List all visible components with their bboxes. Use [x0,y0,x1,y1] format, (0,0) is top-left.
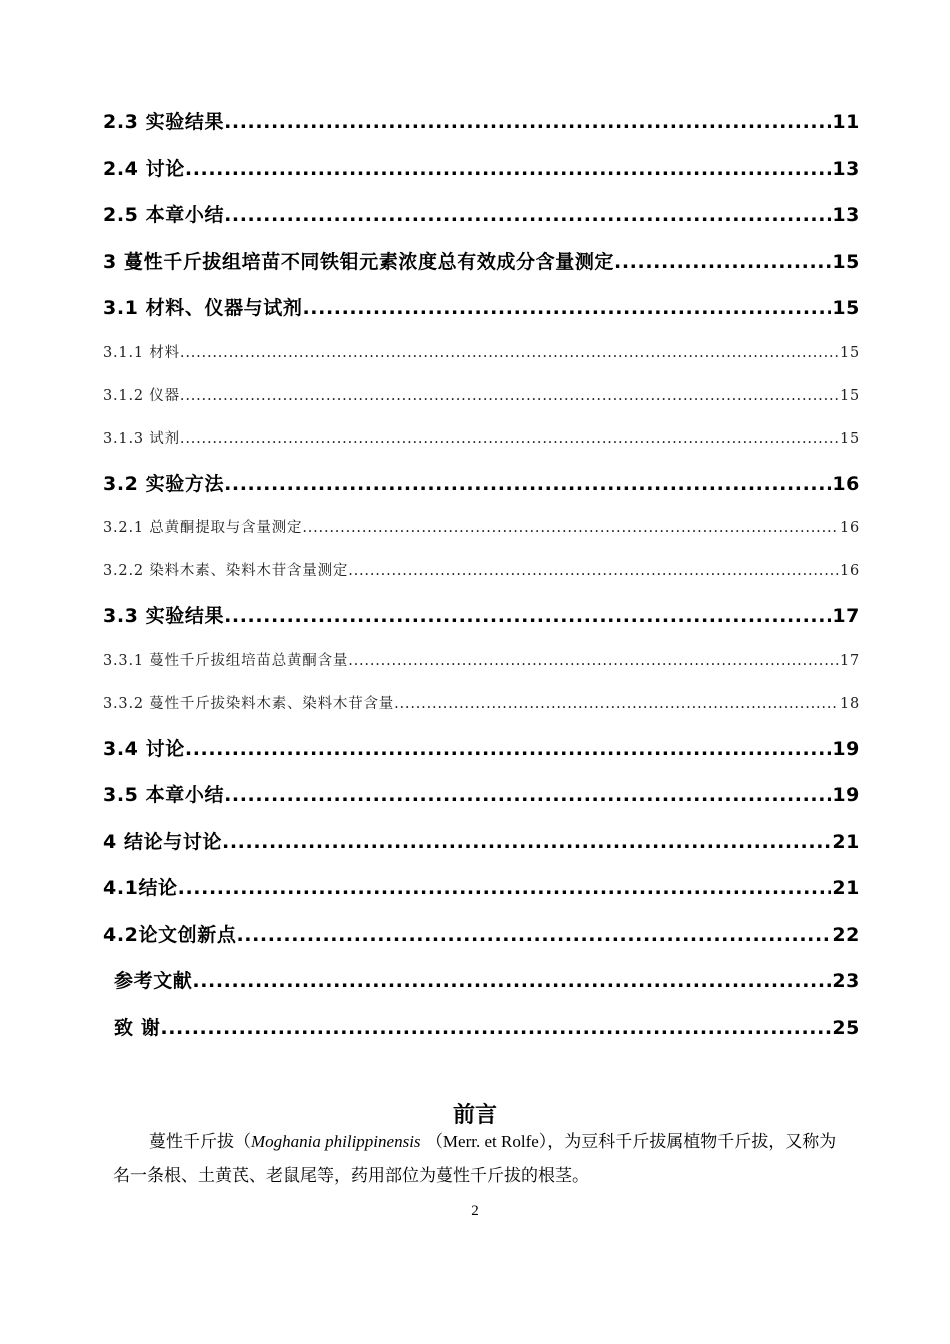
toc-entry-page: 17 [839,652,860,669]
toc-entry[interactable] [103,507,860,550]
toc-entry-page: 19 [832,784,860,806]
preface-text-after: ，为豆科千斤拔属植物千斤拔，又称为名一条根、土黄芪、老鼠尾等，药用部位为蔓性千斤拔的根茎。 [113,1132,837,1186]
toc-dot-leader [178,865,832,912]
toc-entry[interactable] [103,550,860,593]
toc-entry-page: 11 [832,111,860,133]
toc-entry-title: 3.2 实验方法 [103,472,225,495]
toc-dot-leader [348,550,839,593]
toc-dot-leader [185,146,831,193]
toc-entry-title: 2.3 实验结果 [103,111,225,133]
toc-dot-leader [224,772,831,819]
toc-dot-leader [236,912,831,959]
toc-entry[interactable] [103,772,860,819]
toc-entry-title: 3 蔓性千斤拔组培苗不同铁钼元素浓度总有效成分含量测定 [103,250,615,273]
toc-entry-title: 3.5 本章小结 [103,784,225,806]
toc-entry-page: 15 [839,430,860,447]
toc-entry-title: 参考文献 [114,970,193,992]
toc-entry[interactable] [103,819,860,866]
toc-entry[interactable] [103,192,860,239]
toc-entry[interactable] [103,461,860,508]
toc-entry-title: 3.1 材料、仪器与试剂 [103,297,303,319]
toc-dot-leader [302,285,831,332]
toc-entry-page: 15 [839,387,860,404]
toc-entry-title: 3.2.1 总黄酮提取与含量测定 [103,520,303,536]
toc-entry-title: 3.1.3 试剂 [103,430,180,447]
toc-entry-title: 4.1结论 [103,877,178,899]
toc-entry-title: 3.2.2 染料木素、染料木苷含量测定 [103,563,349,579]
toc-dot-leader [614,239,831,286]
toc-entry-title: 2.4 讨论 [103,157,185,180]
toc-entry[interactable] [103,239,860,286]
page-number: 2 [471,1203,479,1219]
toc-entry-title: 3.3.1 蔓性千斤拔组培苗总黄酮含量 [103,652,349,669]
toc-dot-leader [348,640,839,683]
toc-entry-title: 3.4 讨论 [103,737,185,760]
toc-entry[interactable] [103,418,860,461]
toc-entry[interactable] [103,332,860,375]
toc-entry-page: 25 [832,1016,860,1039]
species-name: Moghania philippinensis [251,1132,421,1151]
toc-entry-page: 13 [832,204,860,226]
toc-dot-leader [180,332,839,375]
preface-text-before: 蔓性千斤拔（ [149,1132,251,1152]
toc-entry-page: 16 [839,520,860,536]
species-authority: （Merr. et Rolfe） [425,1132,548,1151]
toc-dot-leader [224,461,831,508]
toc-entry[interactable] [103,683,860,726]
toc-entry[interactable] [103,593,860,640]
toc-entry-title: 4 结论与讨论 [103,830,223,853]
toc-entry-title: 3.3 实验结果 [103,605,225,627]
toc-entry-page: 18 [839,695,860,712]
toc-entry-page: 13 [832,157,860,180]
toc-dot-leader [224,192,831,239]
toc-dot-leader [160,1005,831,1052]
toc-entry-page: 16 [839,563,860,579]
preface-title: 前言 [452,1103,497,1128]
toc-entry-page: 17 [832,605,860,627]
toc-dot-leader [222,819,831,866]
toc-dot-leader [180,418,839,461]
toc-entry[interactable] [103,912,860,959]
toc-entry-page: 19 [832,737,860,760]
toc-entry-title: 3.1.2 仪器 [103,387,180,404]
toc-entry-page: 23 [832,970,860,992]
toc-entry-page: 21 [832,877,860,899]
toc-entry[interactable] [103,146,860,193]
preface-paragraph [113,1125,840,1193]
toc-entry[interactable] [103,726,860,773]
toc-dot-leader [224,99,831,146]
toc-dot-leader [185,726,831,773]
toc-entry-page: 21 [832,830,860,853]
toc-entry-title: 3.3.2 蔓性千斤拔染料木素、染料木苷含量 [103,695,395,712]
toc-entry-title: 3.1.1 材料 [103,344,180,361]
toc-dot-leader [180,375,839,418]
toc-entry-page: 22 [832,923,860,946]
toc-entry-page: 15 [832,297,860,319]
toc-entry[interactable] [103,375,860,418]
toc-entry-title: 致 谢 [114,1016,161,1039]
toc-entry[interactable] [103,865,860,912]
table-of-contents [103,99,860,1051]
toc-entry-title: 2.5 本章小结 [103,204,225,226]
toc-entry-title: 4.2论文创新点 [103,923,237,946]
toc-dot-leader [192,958,831,1005]
toc-entry-page: 16 [832,472,860,495]
toc-dot-leader [394,683,839,726]
toc-entry-page: 15 [839,344,860,361]
toc-entry[interactable] [103,958,860,1005]
toc-entry[interactable] [103,285,860,332]
toc-entry[interactable] [103,1005,860,1052]
toc-entry[interactable] [103,99,860,146]
toc-entry[interactable] [103,640,860,683]
toc-entry-page: 15 [832,250,860,273]
toc-dot-leader [224,593,831,640]
toc-dot-leader [302,507,839,550]
